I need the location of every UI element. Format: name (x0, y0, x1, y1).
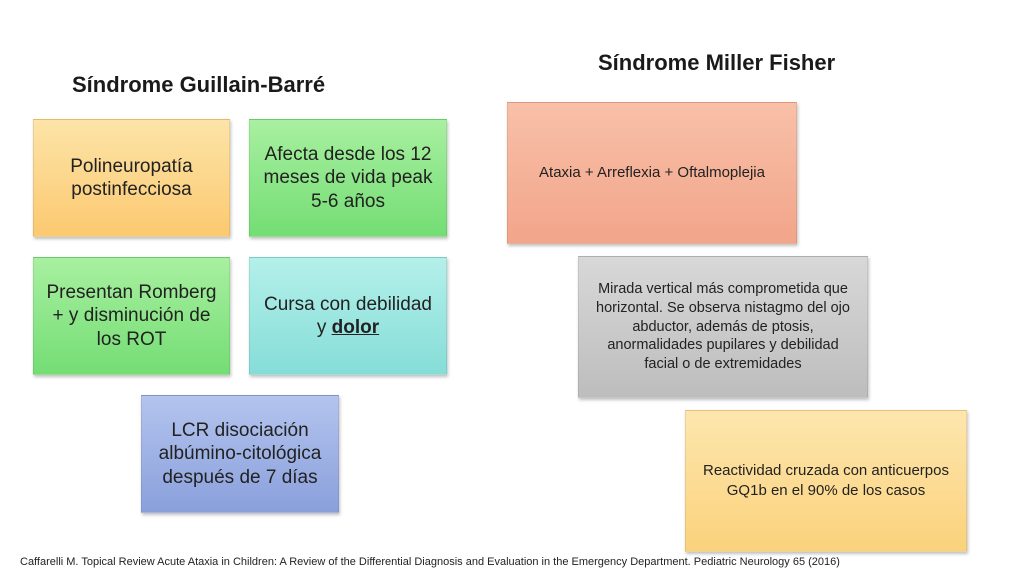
guillain-barre-title: Síndrome Guillain-Barré (72, 72, 326, 97)
box-presentan (33, 257, 230, 375)
box-cursa-text (258, 293, 438, 339)
miller-fisher-title: Síndrome Miller Fisher (598, 50, 836, 75)
box-lcr (141, 395, 339, 513)
box-afecta-text: Afecta desde los 12 meses de vida peak 5-6 años (263, 144, 433, 212)
box-cursa (249, 257, 447, 375)
box-lcr-text: LCR disociación albúmino-citológica después de 7 días (158, 420, 322, 488)
citation-footer: Caffarelli M. Topical Review Acute Ataxia in Children: A Review of the Differential Diagnosis and Evaluation in the Emergency Department. Pediatric Neurology 65 (2016) (20, 556, 840, 568)
box-polineuropatia (33, 119, 230, 237)
box-reactividad (685, 410, 967, 552)
box-mirada (578, 256, 868, 398)
box-polineuropatia-text: Polineuropatía postinfecciosa (70, 155, 193, 200)
box-mirada-text: Mirada vertical más comprometida que horizontal. Se observa nistagmo del ojo abductor, además de ptosis, anormalidades pupilares y debilidad facial o de extremidades (596, 280, 850, 373)
box-reactividad-text: Reactividad cruzada con anticuerpos GQ1b en el 90% de los casos (703, 461, 949, 499)
box-presentan-text: Presentan Romberg + y disminución de los ROT (46, 282, 217, 350)
box-cursa-prefix: Cursa con debilidad y (264, 293, 432, 338)
box-cursa-emphasis: dolor (331, 317, 380, 338)
box-triada (507, 102, 797, 244)
box-afecta (249, 119, 447, 237)
box-triada-text: Ataxia + Arreflexia + Oftalmoplejia (539, 163, 765, 181)
